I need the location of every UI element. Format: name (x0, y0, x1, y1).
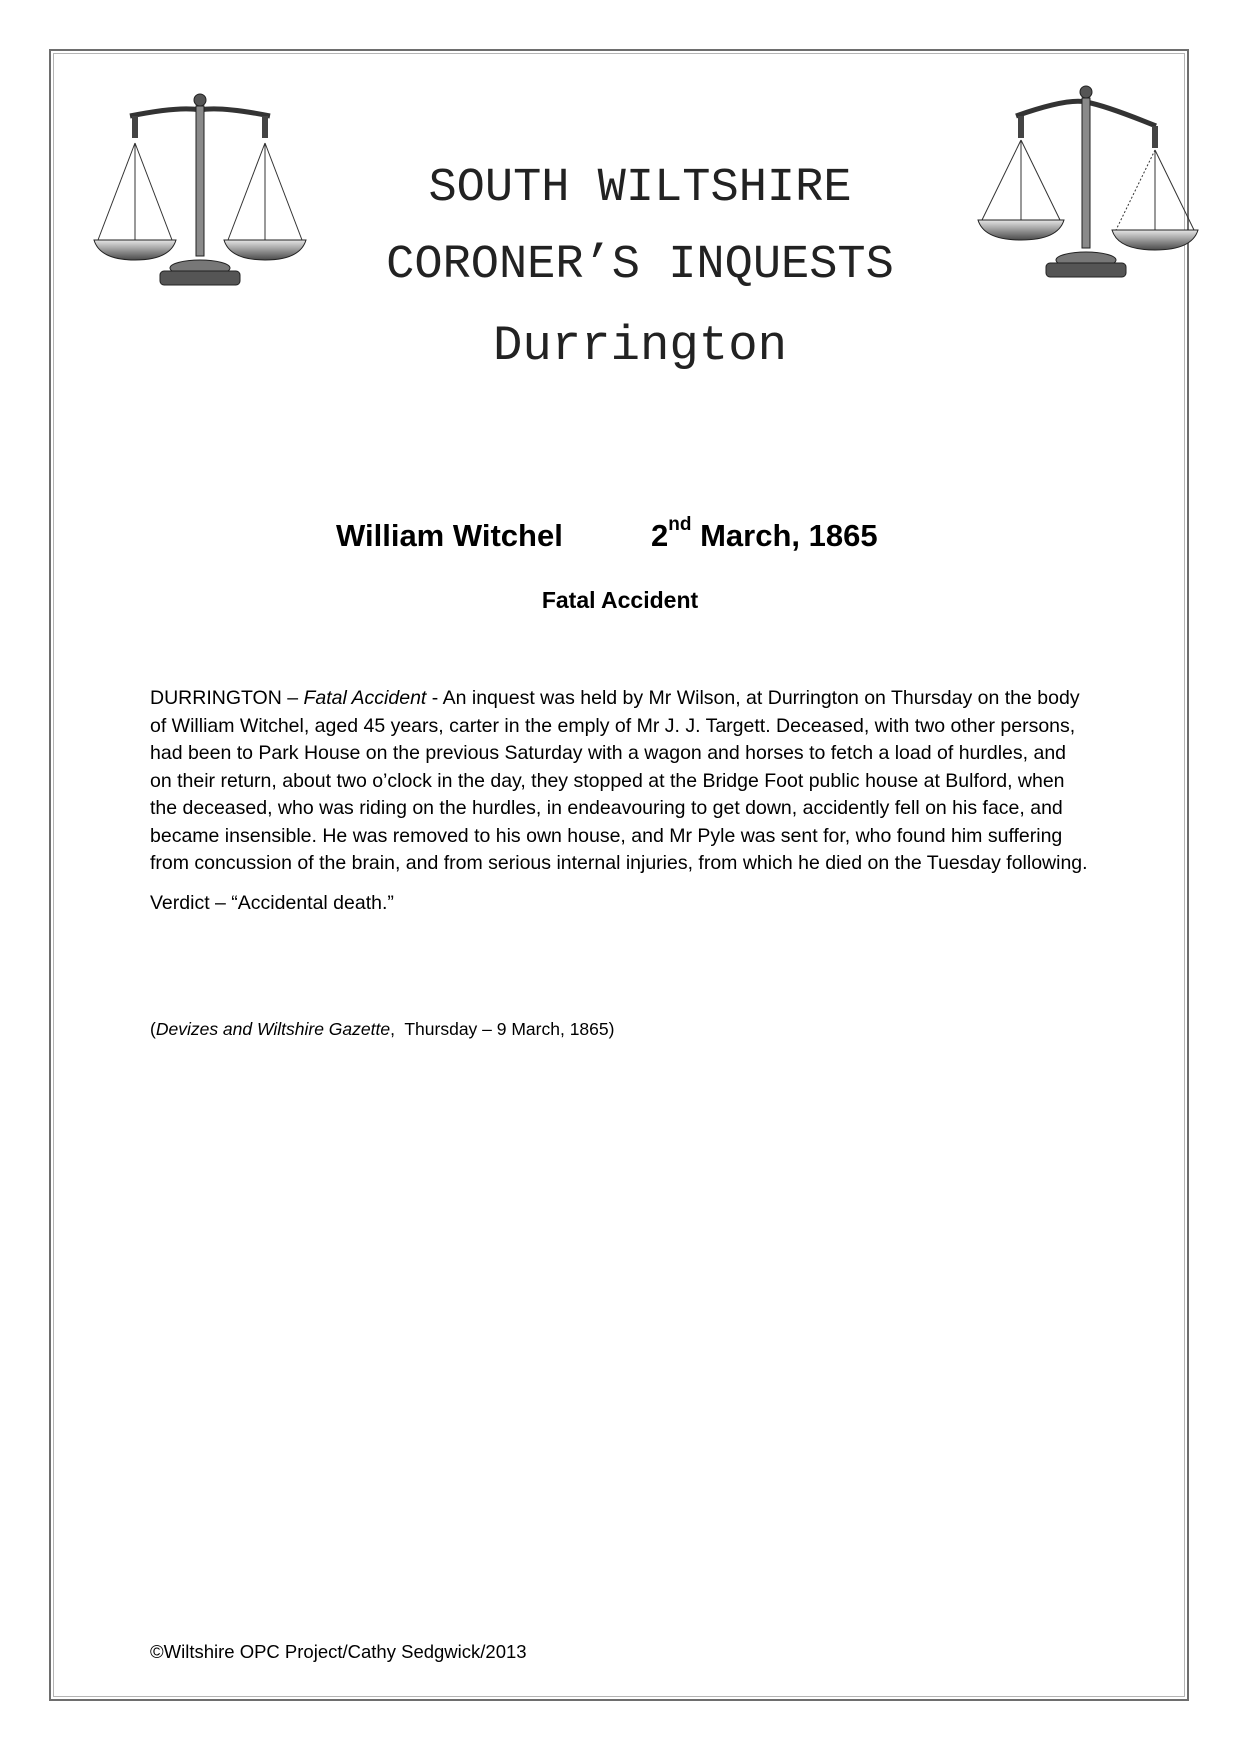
scales-of-justice-icon (972, 78, 1200, 288)
article-lead-italic: Fatal Accident (303, 687, 427, 709)
article-body (150, 685, 1090, 917)
scales-of-justice-icon (90, 88, 310, 298)
article-paragraph (150, 685, 1090, 878)
deceased-name: William Witchel (336, 518, 563, 553)
place-title: Durrington (492, 318, 788, 374)
verdict: Verdict – “Accidental death.” (150, 891, 394, 914)
date-day: 2 (651, 518, 669, 553)
source-details: , Thursday – 9 March, 1865) (390, 1019, 615, 1039)
article-text: - An inquest was held by Mr Wilson, at Durrington on Thursday on the body of William Witchel, aged 45 years, carter in the emply of Mr J. J. Targett. Deceased, with two other persons, had been to Park House on the previous Saturday with a wagon and horses to fetch a load of hurdles, and on their return, about two o’clock in the day, they stopped at the Bridge Foot public house at Bulford, when the deceased, who was riding on the hurdles, in endeavouring to get down, accidently fell on his face, and became insensible. He was removed to his own house, and Mr Pyle was sent for, who found him suffering from concussion of the brain, and from serious internal injuries, from which he died on the Tuesday following. (150, 687, 1088, 874)
date-suffix: nd (668, 514, 692, 535)
title-line-2: CORONER’S INQUESTS (386, 239, 894, 292)
document-title (300, 150, 980, 304)
title-line-1: SOUTH WILTSHIRE (428, 162, 852, 215)
source-open: ( (150, 1019, 156, 1039)
source-publication: Devizes and Wiltshire Gazette (155, 1019, 391, 1039)
article-lead: DURRINGTON – (150, 687, 299, 709)
inquest-date (651, 514, 878, 554)
case-subtitle: Fatal Accident (541, 587, 699, 613)
source-citation (150, 1019, 614, 1040)
date-rest: March, 1865 (700, 518, 878, 553)
copyright-footer: ©Wiltshire OPC Project/Cathy Sedgwick/2013 (150, 1641, 527, 1662)
